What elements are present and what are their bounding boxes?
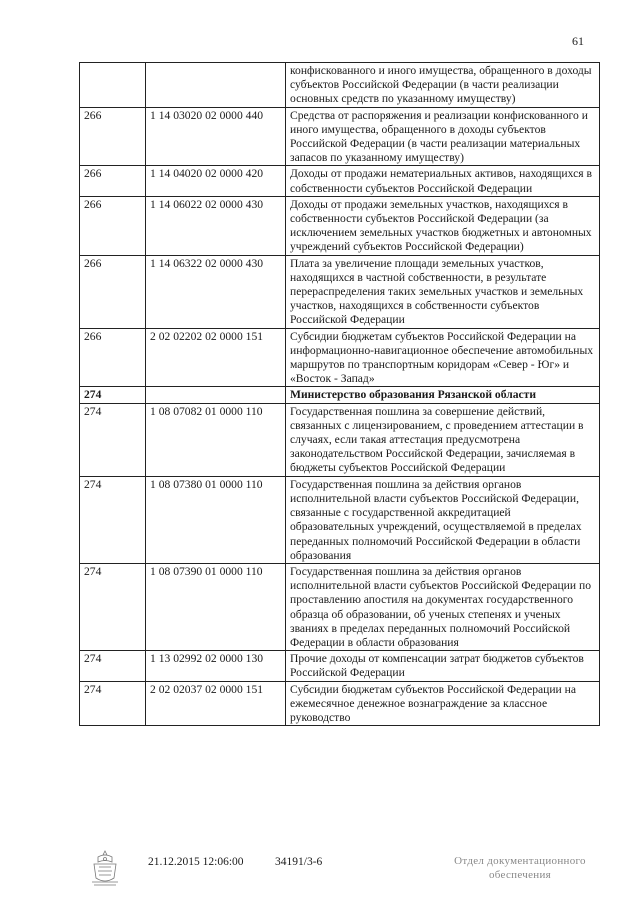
admin-code-cell: 274 (80, 403, 146, 476)
revenue-table (79, 62, 600, 726)
description-cell: Министерство образования Рязанской области (286, 387, 600, 403)
description-cell: Субсидии бюджетам субъектов Российской Федерации на ежемесячное денежное вознаграждение за классное руководство (286, 681, 600, 726)
footer-dept-line-1: Отдел документационного (454, 855, 586, 867)
description-cell: Доходы от продажи земельных участков, находящихся в собственности субъектов Российской Федерации (за исключением земельных участков бюджетных и автономных учреждений субъектов Российской Федерации) (286, 196, 600, 255)
table-row (80, 403, 600, 476)
table-row (80, 107, 600, 166)
admin-code-cell: 274 (80, 563, 146, 650)
budget-code-cell: 2 02 02202 02 0000 151 (146, 328, 286, 387)
coat-of-arms-icon (88, 848, 122, 888)
admin-code-cell: 274 (80, 651, 146, 681)
admin-code-cell: 274 (80, 681, 146, 726)
description-cell: конфискованного и иного имущества, обращенного в доходы субъектов Российской Федерации (в части реализации основных средств по указанному имуществу) (286, 63, 600, 108)
table-row (80, 651, 600, 681)
description-cell: Государственная пошлина за действия органов исполнительной власти субъектов Российской Федерации, связанные с государственной аккредитацией образовательных учреждений, осуществляемой в пределах переданных полномочий Российской Федерации в области образования (286, 476, 600, 563)
table-row (80, 166, 600, 196)
budget-code-cell: 1 13 02992 02 0000 130 (146, 651, 286, 681)
table-row (80, 681, 600, 726)
admin-code-cell: 266 (80, 196, 146, 255)
page-footer (0, 856, 640, 896)
admin-code-cell (80, 63, 146, 108)
table-row (80, 328, 600, 387)
table-row (80, 387, 600, 403)
budget-code-cell: 2 02 02037 02 0000 151 (146, 681, 286, 726)
table-row (80, 196, 600, 255)
admin-code-cell: 274 (80, 476, 146, 563)
description-cell: Плата за увеличение площади земельных участков, находящихся в частной собственности, в результате перераспределения таких земельных участков и земельных участков, находящихся в собственности субъектов Российской Федерации (286, 255, 600, 328)
description-cell: Доходы от продажи нематериальных активов, находящихся в собственности субъектов Российской Федерации (286, 166, 600, 196)
budget-code-cell: 1 08 07390 01 0000 110 (146, 563, 286, 650)
budget-code-cell: 1 14 03020 02 0000 440 (146, 107, 286, 166)
page-number: 61 (572, 34, 584, 48)
table-row (80, 563, 600, 650)
admin-code-cell: 266 (80, 255, 146, 328)
table-row (80, 255, 600, 328)
description-cell: Прочие доходы от компенсации затрат бюджетов субъектов Российской Федерации (286, 651, 600, 681)
table-row (80, 63, 600, 108)
description-cell: Государственная пошлина за действия органов исполнительной власти субъектов Российской Федерации по проставлению апостиля на документах государственного образца об образовании, об ученых степенях и ученых званиях в пределах переданных полномочий Российской Федерации в области образования (286, 563, 600, 650)
admin-code-cell: 266 (80, 166, 146, 196)
footer-date: 21.12.2015 12:06:00 (148, 856, 244, 868)
admin-code-cell: 266 (80, 107, 146, 166)
budget-code-cell: 1 14 04020 02 0000 420 (146, 166, 286, 196)
admin-code-cell: 266 (80, 328, 146, 387)
description-cell: Субсидии бюджетам субъектов Российской Федерации на информационно-навигационное обеспечение автомобильных маршрутов по транспортным коридорам «Север - Юг» и «Восток - Запад» (286, 328, 600, 387)
budget-code-cell (146, 63, 286, 108)
budget-code-cell: 1 14 06022 02 0000 430 (146, 196, 286, 255)
budget-code-cell: 1 14 06322 02 0000 430 (146, 255, 286, 328)
budget-code-cell: 1 08 07380 01 0000 110 (146, 476, 286, 563)
description-cell: Средства от распоряжения и реализации конфискованного и иного имущества, обращенного в доходы субъектов Российской Федерации (в части реализации материальных запасов по указанному имуществу) (286, 107, 600, 166)
admin-code-cell: 274 (80, 387, 146, 403)
footer-dept-line-2: обеспечения (488, 869, 552, 881)
footer-department-stamp (440, 854, 600, 882)
table-row (80, 476, 600, 563)
budget-code-cell (146, 387, 286, 403)
description-cell: Государственная пошлина за совершение действий, связанных с лицензированием, с проведением аттестации в случаях, если такая аттестация предусмотрена законодательством Российской Федерации, зачисляемая в бюджеты субъектов Российской Федерации (286, 403, 600, 476)
footer-doc-number: 34191/3-6 (275, 856, 323, 868)
budget-code-cell: 1 08 07082 01 0000 110 (146, 403, 286, 476)
